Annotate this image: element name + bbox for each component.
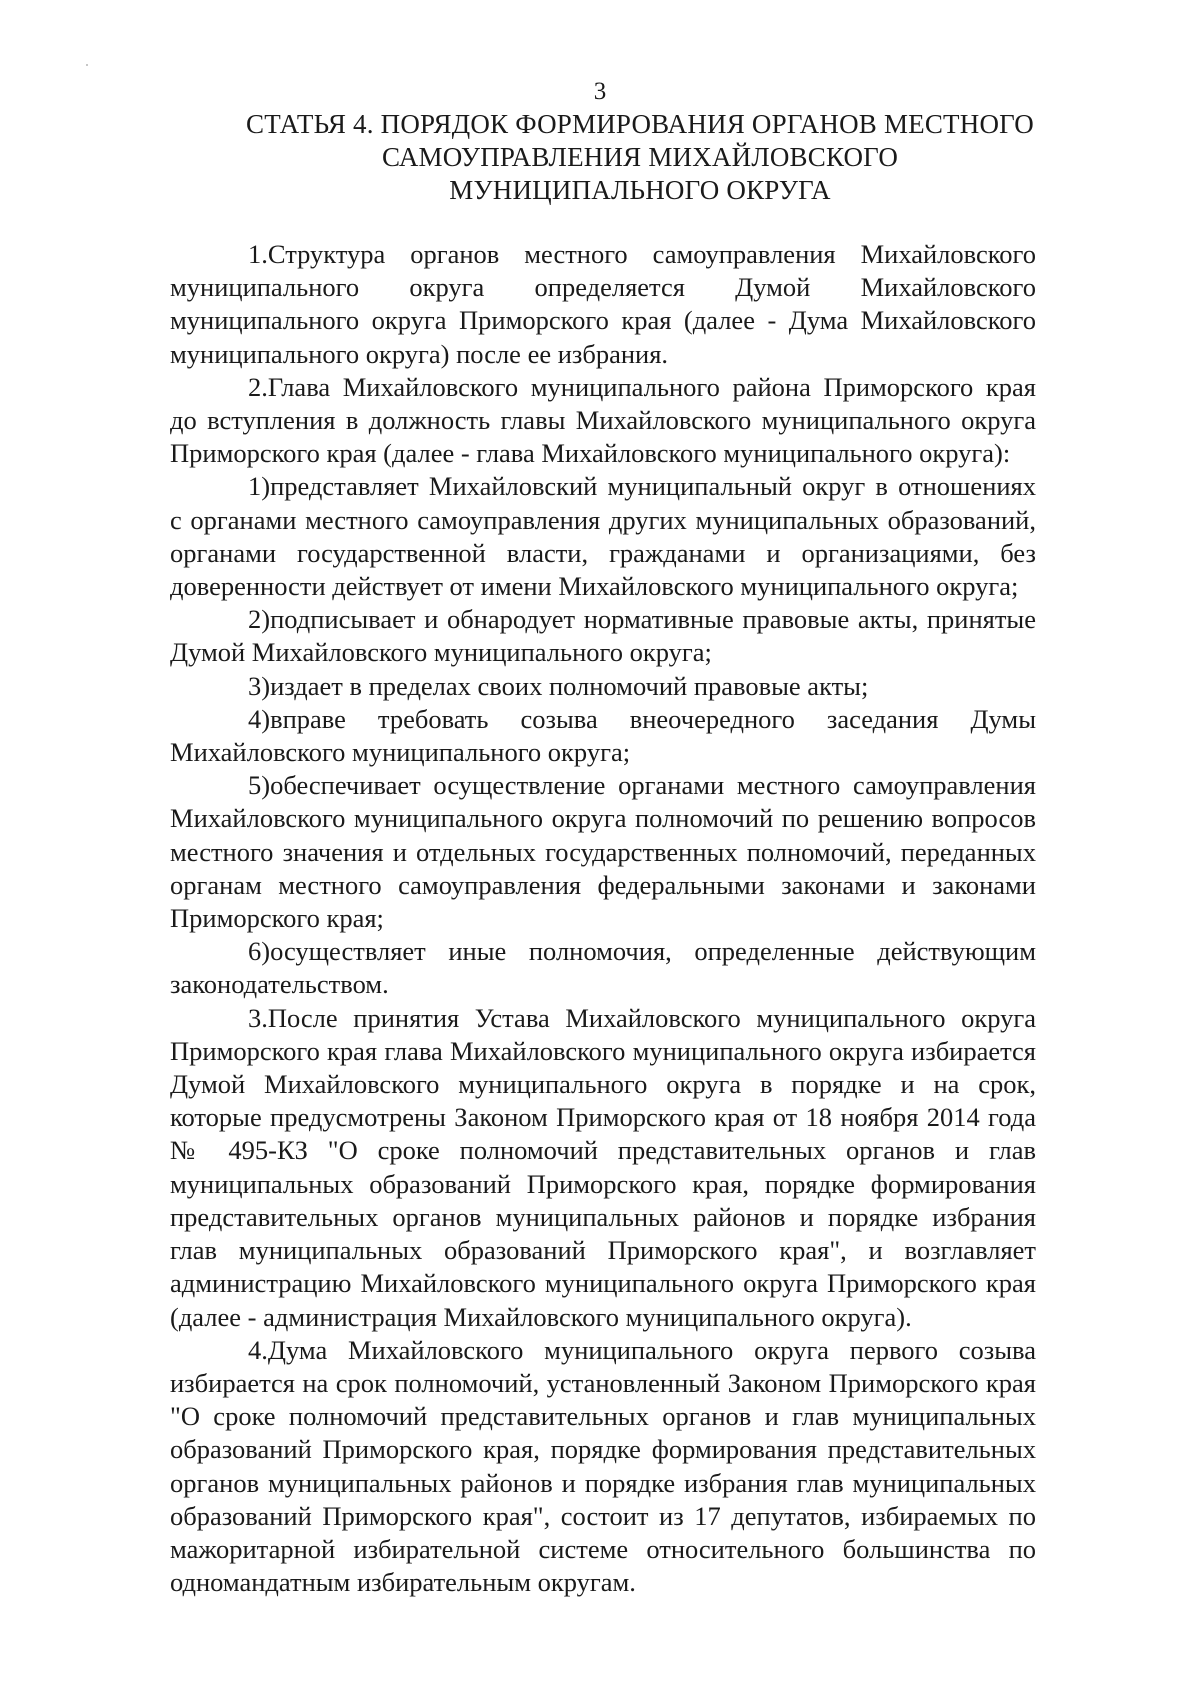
paragraph-first-convocation-duma: 4.Дума Михайловского муниципального округа первого созыва избирается на срок полномочий, установленный Законом Приморского края "О сроке полномочий представительных органов и глав муниципальных образований Приморского края, порядке формирования представительных органов муниципальных районов и порядке избрания глав муниципальных образований Приморского края", состоит из 17 депутатов, избираемых по мажоритарной избирательной системе относительного большинства по одномандатным избирательным округам. — [170, 1334, 1036, 1598]
article-title-line: САМОУПРАВЛЕНИЯ МИХАЙЛОВСКОГО — [381, 142, 899, 172]
article-title — [200, 108, 1080, 207]
page-number: 3 — [593, 78, 607, 105]
list-item-represents: 1)представляет Михайловский муниципальный округ в отношениях с органами местного самоуправления других муниципальных образований, органами государственной власти, гражданами и организациями, без доверенности действует от имени Михайловского муниципального округа; — [170, 471, 1036, 602]
list-item-issues-acts: 3)издает в пределах своих полномочий правовые акты; — [248, 670, 869, 701]
article-body — [170, 238, 1036, 1599]
article-title-line: СТАТЬЯ 4. ПОРЯДОК ФОРМИРОВАНИЯ ОРГАНОВ МЕСТНОГО — [246, 109, 1034, 139]
scan-speck — [86, 64, 88, 66]
paragraph-structure: 1.Структура органов местного самоуправления Михайловского муниципального округа определяется Думой Михайловского муниципального округа Приморского края (далее - Дума Михайловского муниципального округа) после ее избрания. — [170, 239, 1036, 369]
list-item-convene-duma: 4)вправе требовать созыва внеочередного заседания Думы Михайловского муниципального округа; — [170, 703, 1036, 768]
list-item-other-powers: 6)осуществляет иные полномочия, определенные действующим законодательством. — [170, 936, 1036, 1000]
list-item-signs-acts: 2)подписывает и обнародует нормативные правовые акты, принятые Думой Михайловского муниципального округа; — [170, 604, 1036, 668]
paragraph-election-of-head: 3.После принятия Устава Михайловского муниципального округа Приморского края глава Михайловского муниципального округа избирается Думой Михайловского муниципального округа в порядке и на срок, которые предусмотрены Законом Приморского края от 18 ноября 2014 года № 495-КЗ "О сроке полномочий представительных органов и глав муниципальных образований Приморского края, порядке формирования представительных органов муниципальных районов и порядке избрания глав муниципальных образований Приморского края", и возглавляет администрацию Михайловского муниципального округа Приморского края (далее - администрация Михайловского муниципального округа). — [170, 1002, 1036, 1332]
article-title-line: МУНИЦИПАЛЬНОГО ОКРУГА — [449, 175, 831, 205]
paragraph-head-of-district: 2.Глава Михайловского муниципального района Приморского края до вступления в должность главы Михайловского муниципального округа Приморского края (далее - глава Михайловского муниципального округа): — [170, 371, 1036, 469]
list-item-ensures-powers: 5)обеспечивает осуществление органами местного самоуправления Михайловского муниципального округа полномочий по решению вопросов местного значения и отдельных государственных полномочий, переданных органам местного самоуправления федеральными законами и законами Приморского края; — [170, 770, 1036, 934]
